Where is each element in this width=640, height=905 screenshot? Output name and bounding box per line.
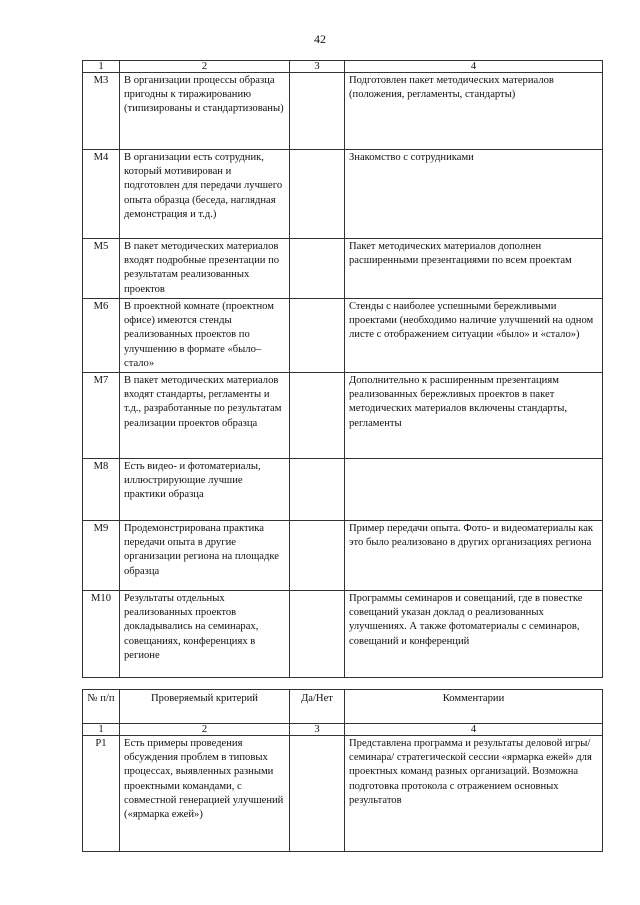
criterion-text: В пакет методических материалов входят стандарты, регламенты и т.д., разработанные по результатам реализации проектов образца [120,373,290,459]
comment-text: Представлена программа и результаты деловой игры/семинара/ стратегической сессии «ярмарка ежей» для проектных команд разных организаций. Возможна подготовка протокола с отражением основных результатов [345,736,603,852]
answer-cell [290,736,345,852]
column-number-row [83,724,603,736]
criterion-text: Есть видео- и фотоматериалы, иллюстрирующие лучшие практики образца [120,459,290,521]
comment-text: Пример передачи опыта. Фото- и видеоматериалы как это было реализовано в других организациях региона [345,521,603,591]
table-row [83,299,603,373]
answer-cell [290,521,345,591]
comment-text: Пакет методических материалов дополнен расширенными презентациями по всем проектам [345,239,603,299]
row-id: М8 [83,459,120,521]
criteria-table-r-body [83,690,603,852]
column-number: 4 [345,61,603,73]
answer-cell [290,299,345,373]
criterion-text: Есть примеры проведения обсуждения проблем в типовых процессах, выявленных разными проектными командами, с совместной генерацией улучшений («ярмарка ежей») [120,736,290,852]
table-header-row [83,690,603,724]
criterion-text: В организации процессы образца пригодны к тиражированию (типизированы и стандартизованы) [120,73,290,150]
comment-text: Подготовлен пакет методических материалов (положения, регламенты, стандарты) [345,73,603,150]
comment-text: Программы семинаров и совещаний, где в повестке совещаний указан доклад о реализованных улучшениях. А также фотоматериалы с семинаров, совещаний и конференций [345,591,603,678]
row-id: М4 [83,150,120,239]
header-comment-text: Комментарии [345,690,603,724]
row-id: М6 [83,299,120,373]
column-number: 3 [290,61,345,73]
column-number: 2 [120,724,290,736]
comment-text: Знакомство с сотрудниками [345,150,603,239]
table-row [83,373,603,459]
header-answer-cell: Да/Нет [290,690,345,724]
column-number: 3 [290,724,345,736]
answer-cell [290,373,345,459]
row-id: М3 [83,73,120,150]
table-row [83,591,603,678]
answer-cell [290,150,345,239]
answer-cell [290,459,345,521]
answer-cell [290,73,345,150]
header-row-id: № п/п [83,690,120,724]
table-row [83,73,603,150]
criterion-text: В организации есть сотрудник, который мотивирован и подготовлен для передачи лучшего опыта образца (беседа, наглядная демонстрация и т.д.) [120,150,290,239]
table-row [83,239,603,299]
criterion-text: Продемонстрирована практика передачи опыта в другие организации региона на площадке образца [120,521,290,591]
row-id: М5 [83,239,120,299]
row-id: М10 [83,591,120,678]
criteria-table-m [82,60,603,678]
criteria-table-m-body [83,61,603,678]
criterion-text: В проектной комнате (проектном офисе) имеются стенды реализованных проектов по улучшению в формате «было–стало» [120,299,290,373]
column-number: 2 [120,61,290,73]
criterion-text: Результаты отдельных реализованных проектов докладывались на семинарах, совещаниях, конференциях в регионе [120,591,290,678]
column-number: 1 [83,724,120,736]
table-row [83,150,603,239]
comment-text: Стенды с наиболее успешными бережливыми проектами (необходимо наличие улучшений на одном листе с отображением ситуации «было» и «стало») [345,299,603,373]
column-number-row [83,61,603,73]
table-row [83,736,603,852]
comment-text [345,459,603,521]
criteria-table-r [82,689,603,852]
page-number: 42 [314,32,326,46]
row-id: М7 [83,373,120,459]
answer-cell [290,239,345,299]
row-id: М9 [83,521,120,591]
criterion-text: В пакет методических материалов входят подробные презентации по результатам реализованных проектов [120,239,290,299]
answer-cell [290,591,345,678]
comment-text: Дополнительно к расширенным презентациям реализованных бережливых проектов в пакет методических материалов включены стандарты, регламенты [345,373,603,459]
table-row [83,521,603,591]
column-number: 4 [345,724,603,736]
table-row [83,459,603,521]
column-number: 1 [83,61,120,73]
header-criterion-text: Проверяемый критерий [120,690,290,724]
row-id: Р1 [83,736,120,852]
